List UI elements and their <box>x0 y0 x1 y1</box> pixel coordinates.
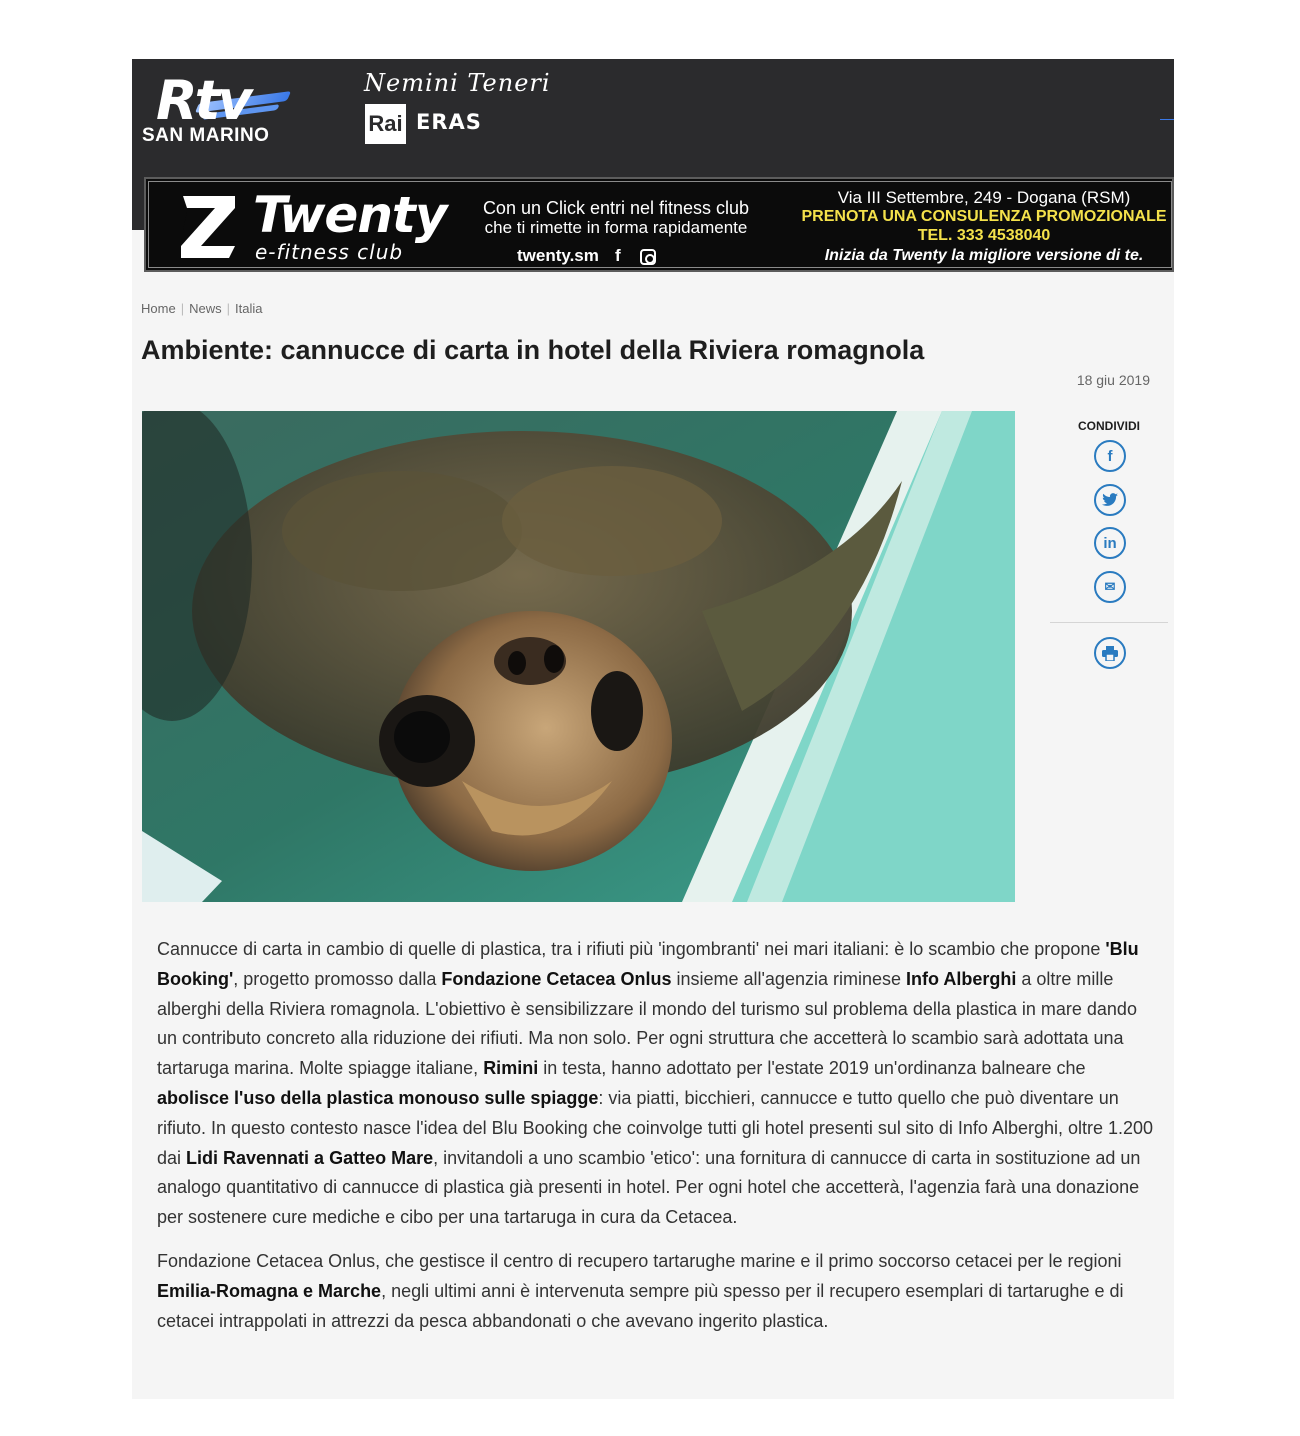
share-label: CONDIVIDI <box>1077 419 1140 433</box>
banner-address: Via III Settembre, 249 - Dogana (RSM) <box>837 188 1131 207</box>
banner-tagline-1: Con un Click entri nel fitness club <box>482 198 750 218</box>
body-bold-text: Fondazione Cetacea Onlus <box>441 968 672 989</box>
banner-facebook-icon: f <box>615 246 621 265</box>
body-text-segment: : via piatti, bicchieri, cannucce e tutto quello che può diventare un rifiuto. In questo contesto nasce l'idea del Blu Booking che coinvolge tutti gli hotel presenti sul sito di Info Alberghi, oltre 1.200 dai <box>157 1087 1154 1168</box>
print-button[interactable] <box>1094 637 1126 669</box>
banner-phone: TEL. 333 4538040 <box>917 227 1051 244</box>
body-text-segment: a oltre mille alberghi della Riviera romagnola. L'obiettivo è sensibilizzare il mondo del turismo sul problema della plastica in mare dando un contributo concreto alla riduzione dei rifiuti. Ma non solo. Per ogni struttura che accetterà lo scambio sarà adottata una tartaruga marina. Molte spiagge italiane, <box>157 968 1137 1079</box>
body-bold-text: 'Blu Booking' <box>157 939 1139 989</box>
share-facebook-button[interactable] <box>1094 440 1126 472</box>
nemini-teneri-logo[interactable]: Nemini Teneri <box>364 69 551 97</box>
breadcrumb <box>141 301 262 316</box>
share-email-button[interactable] <box>1094 571 1126 603</box>
breadcrumb-separator: | <box>180 301 185 316</box>
body-text-segment: in testa, hanno adottato per l'estate 2019 un'ordinanza balneare che <box>538 1058 1086 1079</box>
breadcrumb-home[interactable]: Home <box>141 301 176 316</box>
article-title: Ambiente: cannucce di carta in hotel della Riviera romagnola <box>141 335 925 365</box>
banner-frame <box>148 181 1172 268</box>
banner-website: twenty.sm <box>517 246 599 265</box>
logo-rtv-text: Rtv <box>156 69 250 132</box>
banner-brand-sub: e-fitness club <box>255 240 404 264</box>
body-text-segment: Cannucce di carta in cambio di quelle di plastica, tra i rifiuti più 'ingombranti' nei mari italiani: è lo scambio che propone <box>157 939 1106 959</box>
banner-tagline-2: che ti rimette in forma rapidamente <box>484 218 748 237</box>
banner-promo: PRENOTA UNA CONSULENZA PROMOZIONALE <box>801 208 1167 225</box>
facebook-icon: f <box>1107 447 1113 465</box>
body-bold-text: Lidi Ravennati a Gatteo Mare <box>186 1147 434 1168</box>
breadcrumb-news[interactable]: News <box>189 301 222 316</box>
header-accent-line <box>1160 119 1174 120</box>
body-text-segment: , progetto promosso dalla <box>233 968 442 989</box>
body-text-segment: Fondazione Cetacea Onlus, che gestisce il centro di recupero tartarughe marine e il primo soccorso cetacei per le regioni <box>157 1250 1122 1271</box>
share-divider <box>1050 622 1168 623</box>
article-paragraph-2 <box>157 1247 1157 1336</box>
body-text-segment: , invitandoli a uno scambio 'etico': una fornitura di cannucce di carta in sostituzione ad un analogo quantitativo di cannucce di plastica già presenti in hotel. Per ogni hotel che accetterà, l'agenzia farà una donazione per sostenere cure mediche e cibo per una tartaruga in cura da Cetacea. <box>157 1147 1141 1228</box>
eras-logo[interactable]: ERAS <box>416 110 482 134</box>
body-bold-text: Emilia-Romagna e Marche <box>157 1280 382 1301</box>
article-body <box>157 935 1157 1350</box>
linkedin-icon: in <box>1103 534 1117 552</box>
page-container <box>132 59 1174 1399</box>
sea-turtle-photo <box>142 411 1015 902</box>
logo-san-marino-text: SAN MARINO <box>142 125 270 146</box>
body-text-segment: , negli ultimi anni è intervenuta sempre più spesso per il recupero esemplari di tartarughe e di cetacei intrappolati in attrezzi da pesca abbandonati o che avevano ingerito plastica. <box>157 1280 1124 1331</box>
article-hero-image <box>142 411 1015 902</box>
body-bold-text: abolisce l'uso della plastica monouso sulle spiagge <box>157 1087 599 1108</box>
body-text-segment: insieme all'agenzia riminese <box>671 968 906 989</box>
article-date: 18 giu 2019 <box>1076 372 1150 388</box>
article-paragraph-1 <box>157 935 1157 1233</box>
email-icon: ✉ <box>1104 579 1116 594</box>
rtv-san-marino-logo[interactable] <box>142 69 282 146</box>
breadcrumb-italia[interactable]: Italia <box>234 301 263 316</box>
share-linkedin-button[interactable] <box>1094 527 1126 559</box>
twitter-icon <box>1102 493 1118 507</box>
body-bold-text: Rimini <box>483 1058 539 1079</box>
breadcrumb-separator: | <box>226 301 230 316</box>
body-bold-text: Info Alberghi <box>906 968 1017 989</box>
twenty-z-logo-icon <box>177 194 241 260</box>
print-icon <box>1102 646 1118 661</box>
banner-slogan: Inizia da Twenty la migliore versione di te. <box>824 247 1144 264</box>
rai-logo[interactable]: Rai <box>365 104 406 144</box>
banner-brand: Twenty <box>253 186 447 244</box>
share-twitter-button[interactable] <box>1094 484 1126 516</box>
twenty-fitness-banner[interactable] <box>144 177 1174 272</box>
banner-instagram-icon <box>640 249 656 265</box>
